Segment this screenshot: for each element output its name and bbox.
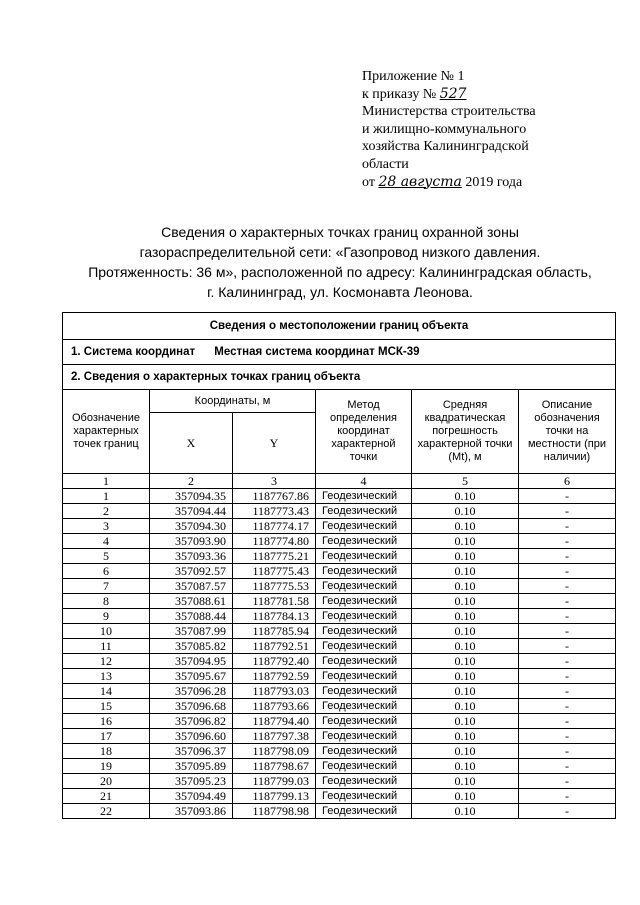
method-cell: Геодезический [316, 549, 412, 564]
method-cell: Геодезический [316, 654, 412, 669]
header-coordinates: Координаты, м [150, 390, 316, 413]
description-cell: - [519, 744, 616, 759]
coord-x-cell: 357096.60 [150, 729, 233, 744]
coord-x-cell: 357094.49 [150, 789, 233, 804]
coord-x-cell: 357088.61 [150, 594, 233, 609]
coord-x-cell: 357092.57 [150, 564, 233, 579]
coord-y-cell: 1187798.67 [233, 759, 316, 774]
coord-x-cell: 357096.28 [150, 684, 233, 699]
coord-y-cell: 1187774.17 [233, 519, 316, 534]
table-row [63, 564, 616, 579]
description-cell: - [519, 654, 616, 669]
order-date [362, 174, 622, 192]
description-cell: - [519, 579, 616, 594]
coord-y-cell: 1187774.80 [233, 534, 316, 549]
point-number-cell: 8 [63, 594, 150, 609]
point-number-cell: 5 [63, 549, 150, 564]
coord-x-cell: 357087.99 [150, 624, 233, 639]
ministry-line-3: хозяйства Калининградской [362, 139, 529, 155]
mean-error-cell: 0.10 [412, 519, 519, 534]
description-cell: - [519, 714, 616, 729]
method-cell: Геодезический [316, 789, 412, 804]
coord-x-cell: 357094.95 [150, 654, 233, 669]
points-section-label: 2. Сведения о характерных точках границ объекта [63, 365, 616, 390]
mean-error-cell: 0.10 [412, 504, 519, 519]
coord-y-cell: 1187793.66 [233, 699, 316, 714]
description-cell: - [519, 549, 616, 564]
coord-y-cell: 1187799.03 [233, 774, 316, 789]
table-row [63, 699, 616, 714]
method-cell: Геодезический [316, 714, 412, 729]
table-row [63, 549, 616, 564]
coord-x-cell: 357095.23 [150, 774, 233, 789]
coord-y-cell: 1187792.59 [233, 669, 316, 684]
header-y: Y [233, 413, 316, 474]
mean-error-cell: 0.10 [412, 609, 519, 624]
mean-error-cell: 0.10 [412, 699, 519, 714]
method-cell: Геодезический [316, 609, 412, 624]
table-row [63, 684, 616, 699]
point-number-cell: 19 [63, 759, 150, 774]
order-reference [362, 86, 622, 104]
table-row [63, 579, 616, 594]
title-line-3: Протяженность: 36 м», расположенной по адресу: Калининградская область, [88, 264, 592, 280]
ministry-line-1: Министерства строительства [362, 104, 536, 120]
table-row [63, 519, 616, 534]
description-cell: - [519, 759, 616, 774]
coord-x-cell: 357095.89 [150, 759, 233, 774]
coordinate-system-row [63, 340, 616, 365]
point-number-cell: 16 [63, 714, 150, 729]
document-title [60, 222, 620, 302]
table-row [63, 654, 616, 669]
title-line-1: Сведения о характерных точках границ охранной зоны [161, 224, 519, 240]
appendix-title: Приложение № 1 [362, 69, 465, 84]
mean-error-cell: 0.10 [412, 789, 519, 804]
method-cell: Геодезический [316, 504, 412, 519]
method-cell: Геодезический [316, 564, 412, 579]
point-number-cell: 13 [63, 669, 150, 684]
table-row [63, 789, 616, 804]
point-number-cell: 17 [63, 729, 150, 744]
mean-error-cell: 0.10 [412, 669, 519, 684]
point-number-cell: 12 [63, 654, 150, 669]
order-number-handwritten: 527 [439, 85, 467, 102]
description-cell: - [519, 489, 616, 504]
description-cell: - [519, 594, 616, 609]
coord-x-cell: 357094.44 [150, 504, 233, 519]
description-cell: - [519, 519, 616, 534]
header-description: Описание обозначения точки на местности (при наличии) [519, 390, 616, 474]
method-cell: Геодезический [316, 639, 412, 654]
mean-error-cell: 0.10 [412, 654, 519, 669]
table-row [63, 489, 616, 504]
coordinate-system-value: Местная система координат МСК-39 [214, 346, 420, 358]
title-line-2: газораспределительной сети: «Газопровод низкого давления. [139, 244, 541, 260]
coord-y-cell: 1187785.94 [233, 624, 316, 639]
coord-x-cell: 357093.86 [150, 804, 233, 819]
coord-y-cell: 1187794.40 [233, 714, 316, 729]
description-cell: - [519, 639, 616, 654]
point-number-cell: 2 [63, 504, 150, 519]
point-number-cell: 15 [63, 699, 150, 714]
column-number: 3 [233, 474, 316, 489]
date-handwritten: 28 августа [378, 173, 462, 190]
mean-error-cell: 0.10 [412, 729, 519, 744]
point-number-cell: 3 [63, 519, 150, 534]
point-number-cell: 11 [63, 639, 150, 654]
coord-y-cell: 1187781.58 [233, 594, 316, 609]
column-number: 4 [316, 474, 412, 489]
coord-y-cell: 1187773.43 [233, 504, 316, 519]
coord-y-cell: 1187767.86 [233, 489, 316, 504]
coord-y-cell: 1187775.53 [233, 579, 316, 594]
table-row [63, 609, 616, 624]
mean-error-cell: 0.10 [412, 804, 519, 819]
description-cell: - [519, 804, 616, 819]
point-number-cell: 21 [63, 789, 150, 804]
table-row [63, 759, 616, 774]
ministry-line-2: и жилищно-коммунального [362, 121, 527, 137]
table-row [63, 639, 616, 654]
method-cell: Геодезический [316, 489, 412, 504]
method-cell: Геодезический [316, 594, 412, 609]
coord-x-cell: 357085.82 [150, 639, 233, 654]
point-number-cell: 18 [63, 744, 150, 759]
coord-x-cell: 357094.35 [150, 489, 233, 504]
column-numbers-row [63, 474, 616, 489]
method-cell: Геодезический [316, 729, 412, 744]
method-cell: Геодезический [316, 699, 412, 714]
column-number: 1 [63, 474, 150, 489]
point-number-cell: 22 [63, 804, 150, 819]
order-prefix: к приказу № [362, 86, 440, 102]
description-cell: - [519, 609, 616, 624]
mean-error-cell: 0.10 [412, 744, 519, 759]
method-cell: Геодезический [316, 744, 412, 759]
header-method: Метод определения координат характерной точки [316, 390, 412, 474]
method-cell: Геодезический [316, 774, 412, 789]
method-cell: Геодезический [316, 684, 412, 699]
coord-x-cell: 357095.67 [150, 669, 233, 684]
coord-y-cell: 1187793.03 [233, 684, 316, 699]
table-row [63, 669, 616, 684]
description-cell: - [519, 564, 616, 579]
coord-y-cell: 1187798.98 [233, 804, 316, 819]
mean-error-cell: 0.10 [412, 564, 519, 579]
column-number: 6 [519, 474, 616, 489]
table-row [63, 729, 616, 744]
point-number-cell: 10 [63, 624, 150, 639]
description-cell: - [519, 504, 616, 519]
point-number-cell: 14 [63, 684, 150, 699]
description-cell: - [519, 669, 616, 684]
date-suffix: 2019 года [461, 174, 523, 190]
coord-y-cell: 1187775.21 [233, 549, 316, 564]
coord-x-cell: 357093.90 [150, 534, 233, 549]
header-error: Средняя квадратическая погрешность характерной точки (Mt), м [412, 390, 519, 474]
coord-y-cell: 1187798.09 [233, 744, 316, 759]
coord-x-cell: 357094.30 [150, 519, 233, 534]
description-cell: - [519, 774, 616, 789]
table-row [63, 594, 616, 609]
header-x: X [150, 413, 233, 474]
mean-error-cell: 0.10 [412, 714, 519, 729]
coord-y-cell: 1187775.43 [233, 564, 316, 579]
description-cell: - [519, 624, 616, 639]
table-row [63, 534, 616, 549]
method-cell: Геодезический [316, 624, 412, 639]
method-cell: Геодезический [316, 804, 412, 819]
point-number-cell: 6 [63, 564, 150, 579]
mean-error-cell: 0.10 [412, 534, 519, 549]
coord-y-cell: 1187792.51 [233, 639, 316, 654]
title-line-4: г. Калининград, ул. Космонавта Леонова. [207, 284, 473, 300]
method-cell: Геодезический [316, 759, 412, 774]
method-cell: Геодезический [316, 519, 412, 534]
appendix-block [362, 68, 622, 191]
coord-x-cell: 357087.57 [150, 579, 233, 594]
description-cell: - [519, 729, 616, 744]
table-row [63, 804, 616, 819]
table-row [63, 744, 616, 759]
table-row [63, 774, 616, 789]
description-cell: - [519, 699, 616, 714]
ministry-line-4: области [362, 156, 409, 172]
mean-error-cell: 0.10 [412, 774, 519, 789]
column-number: 5 [412, 474, 519, 489]
mean-error-cell: 0.10 [412, 489, 519, 504]
point-number-cell: 7 [63, 579, 150, 594]
coordinate-system-label: 1. Система координат [71, 346, 196, 358]
date-prefix: от [362, 174, 379, 190]
description-cell: - [519, 684, 616, 699]
mean-error-cell: 0.10 [412, 624, 519, 639]
coord-x-cell: 357093.36 [150, 549, 233, 564]
description-cell: - [519, 789, 616, 804]
coord-y-cell: 1187799.13 [233, 789, 316, 804]
method-cell: Геодезический [316, 669, 412, 684]
point-number-cell: 9 [63, 609, 150, 624]
table-row [63, 624, 616, 639]
table-row [63, 504, 616, 519]
method-cell: Геодезический [316, 579, 412, 594]
coord-y-cell: 1187797.38 [233, 729, 316, 744]
boundary-points-table [62, 312, 616, 819]
mean-error-cell: 0.10 [412, 759, 519, 774]
coord-x-cell: 357096.37 [150, 744, 233, 759]
mean-error-cell: 0.10 [412, 639, 519, 654]
header-designation: Обозначение характерных точек границ [63, 390, 150, 474]
coord-x-cell: 357096.82 [150, 714, 233, 729]
coord-y-cell: 1187784.13 [233, 609, 316, 624]
coord-y-cell: 1187792.40 [233, 654, 316, 669]
method-cell: Геодезический [316, 534, 412, 549]
mean-error-cell: 0.10 [412, 684, 519, 699]
point-number-cell: 4 [63, 534, 150, 549]
coord-x-cell: 357088.44 [150, 609, 233, 624]
point-number-cell: 1 [63, 489, 150, 504]
mean-error-cell: 0.10 [412, 579, 519, 594]
section-title: Сведения о местоположении границ объекта [63, 313, 616, 340]
mean-error-cell: 0.10 [412, 549, 519, 564]
description-cell: - [519, 534, 616, 549]
column-number: 2 [150, 474, 233, 489]
point-number-cell: 20 [63, 774, 150, 789]
coord-x-cell: 357096.68 [150, 699, 233, 714]
table-row [63, 714, 616, 729]
mean-error-cell: 0.10 [412, 594, 519, 609]
